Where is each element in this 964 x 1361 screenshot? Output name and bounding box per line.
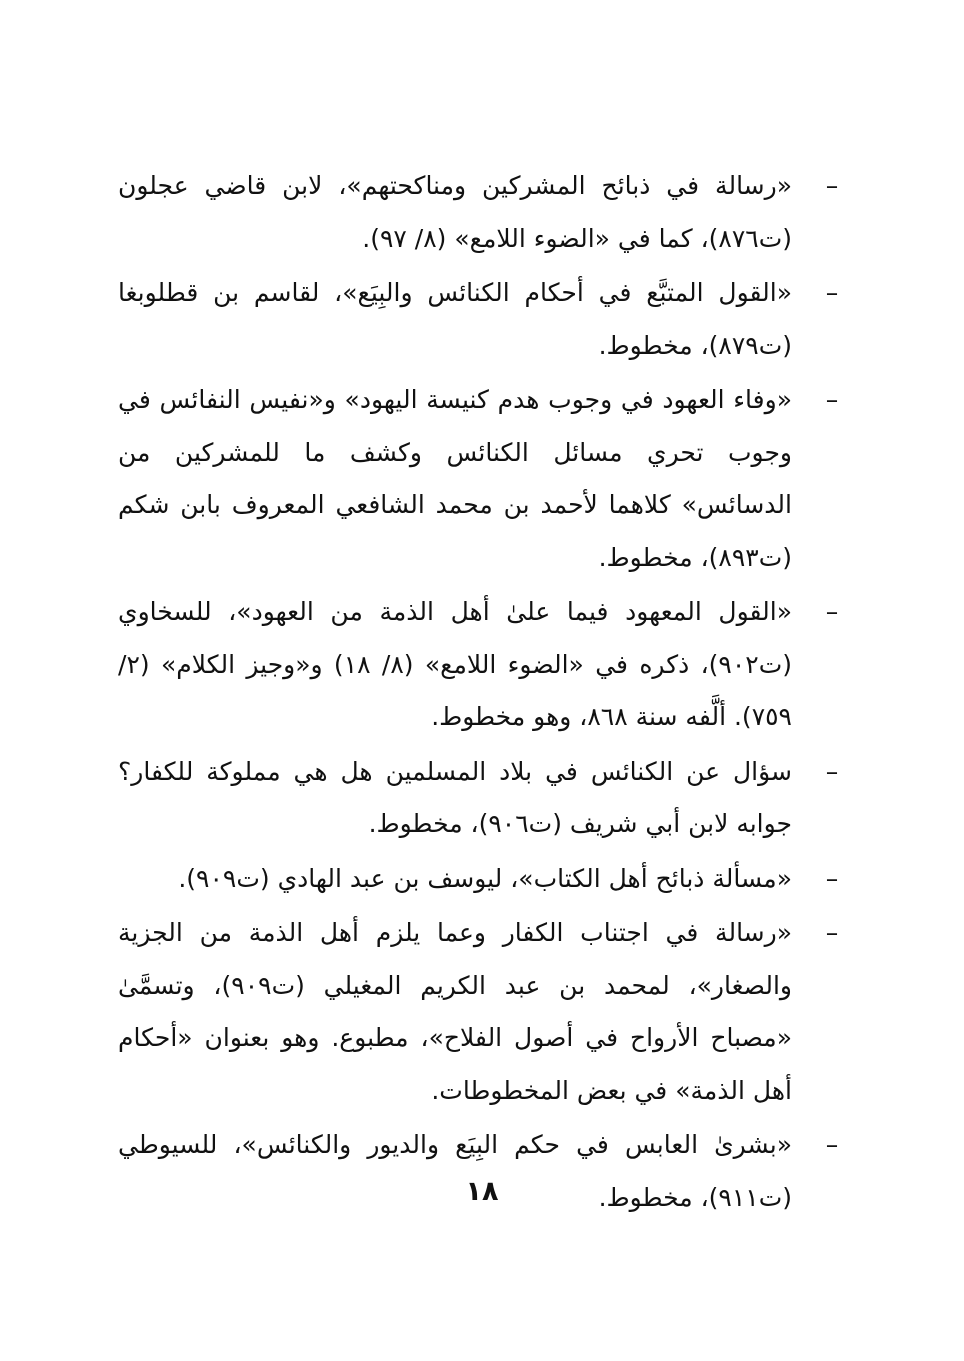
list-item	[118, 374, 844, 584]
bibliography-list	[118, 160, 844, 1224]
entry-text: «القول المعهود فيما علىٰ أهل الذمة من العهود»، للسخاوي (ت٩٠٢)، ذكره في «الضوء اللامع» (٨/ ١٨) و«وجيز الكلام» (٢/ ٧٥٩). ألَّفه سنة ٨٦٨، وهو مخطوط.	[118, 597, 792, 731]
list-item	[118, 746, 844, 851]
bullet-dash: –	[825, 863, 839, 893]
bullet-dash: –	[825, 171, 839, 200]
list-item	[118, 907, 844, 1117]
list-item	[118, 160, 844, 265]
entry-text: «رسالة في اجتناب الكفار وعما يلزم أهل الذمة من الجزية والصغار»، لمحمد بن عبد الكريم المغيلي (ت٩٠٩)، وتسمَّىٰ «مصباح الأرواح في أصول الفلاح»، مطبوع. وهو بعنوان «أحكام أهل الذمة» في بعض المخطوطات.	[118, 918, 792, 1105]
entry-text: سؤال عن الكنائس في بلاد المسلمين هل هي مملوكة للكفار؟ جوابه لابن أبي شريف (ت٩٠٦)، مخطوط.	[118, 756, 792, 838]
bullet-dash: –	[825, 918, 839, 947]
bullet-dash: –	[825, 278, 839, 307]
list-item	[118, 853, 844, 906]
bullet-dash: –	[825, 385, 839, 414]
list-item	[118, 267, 844, 372]
bullet-dash: –	[825, 597, 839, 626]
bullet-dash: –	[825, 1130, 839, 1159]
entry-text: «رسالة في ذبائح المشركين ومناكحتهم»، لابن قاضي عجلون (ت٨٧٦)، كما في «الضوء اللامع» (٨/ ٩٧).	[118, 171, 792, 253]
entry-text: «القول المتبَّع في أحكام الكنائس والبِيَع»، لقاسم بن قطلوبغا (ت٨٧٩)، مخطوط.	[118, 278, 792, 360]
entry-text: «بشرىٰ العابس في حكم البِيَع والديور والكنائس»، للسيوطي (ت٩١١)، مخطوط.	[118, 1130, 792, 1212]
list-item	[118, 586, 844, 744]
bullet-dash: –	[825, 756, 839, 786]
entry-text: «وفاء العهود في وجوب هدم كنيسة اليهود» و«نفيس النفائس في وجوب تحري مسائل الكنائس وكشف ما للمشركين من الدسائس» كلاهما لأحمد بن محمد الشافعي المعروف بابن شكم (ت٨٩٣)، مخطوط.	[118, 385, 792, 572]
entry-text: «مسألة ذبائح أهل الكتاب»، ليوسف بن عبد الهادي (ت٩٠٩).	[178, 863, 792, 893]
page-number: ١٨	[465, 1176, 499, 1207]
